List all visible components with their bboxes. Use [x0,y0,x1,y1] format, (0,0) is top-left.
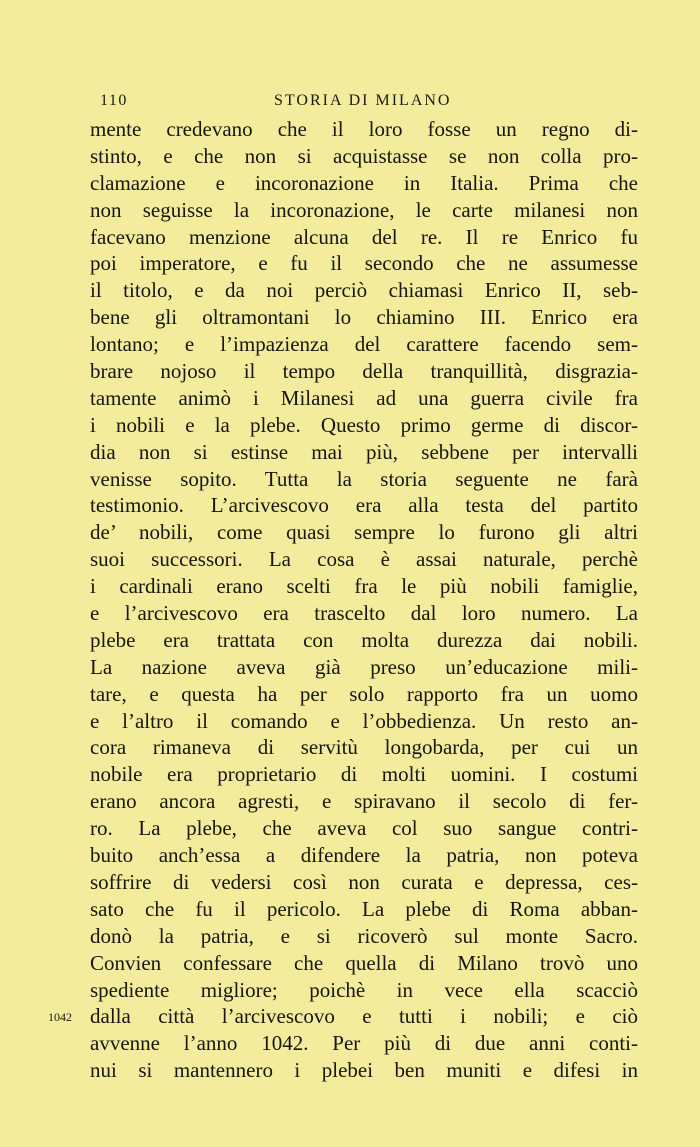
text-line: il titolo, e da noi perciò chiamasi Enrico II, seb- [90,278,638,303]
running-title: STORIA DI MILANO [274,92,452,109]
text-line: venisse sopito. Tutta la storia seguente ne farà [90,466,638,491]
text-line: dia non si estinse mai più, sebbene per intervalli [90,439,638,464]
text-line: mente credevano che il loro fosse un regno di- [90,117,638,141]
page-number: 110 [100,92,128,109]
text-line: donò la patria, e si ricoverò sul monte Sacro. [90,923,638,948]
text-line: Convien confessare che quella di Milano trovò uno [90,950,638,975]
body-text [90,116,638,1084]
text-line: brare nojoso il tempo della tranquillità, disgrazia- [90,359,638,384]
text-line: e l’arcivescovo era trascelto dal loro numero. La [90,601,638,626]
text-line: nobile era proprietario di molti uomini. I costumi [90,762,638,787]
text-line: nui si mantennero i plebei ben muniti e difesi in [90,1058,638,1083]
text-line: testimonio. L’arcivescovo era alla testa del partito [90,493,638,518]
text-line: clamazione e incoronazione in Italia. Prima che [90,170,638,195]
margin-year-note: 1042 [48,1010,72,1024]
text-line: La nazione aveva già preso un’educazione mili- [90,654,638,679]
text-line: de’ nobili, come quasi sempre lo furono gli altri [90,520,638,545]
text-line: plebe era trattata con molta durezza dai nobili. [90,627,638,652]
text-line: spediente migliore; poichè in vece ella scacciò [90,977,638,1002]
text-line: poi imperatore, e fu il secondo che ne assumesse [90,251,638,276]
text-line: suoi successori. La cosa è assai naturale, perchè [90,547,638,572]
text-line: dalla città l’arcivescovo e tutti i nobili; e ciò [90,1004,638,1029]
text-line: i nobili e la plebe. Questo primo germe di discor- [90,412,638,437]
text-line: non seguisse la incoronazione, le carte milanesi non [90,197,638,222]
running-head [100,92,632,114]
text-line: i cardinali erano scelti fra le più nobili famiglie, [90,574,638,599]
text-line: stinto, e che non si acquistasse se non colla pro- [90,143,638,168]
text-line: tare, e questa ha per solo rapporto fra un uomo [90,681,638,706]
text-line: tamente animò i Milanesi ad una guerra civile fra [90,385,638,410]
text-line: ro. La plebe, che aveva col suo sangue contri- [90,816,638,841]
text-line: cora rimaneva di servitù longobarda, per cui un [90,735,638,760]
text-line: soffrire di vedersi così non curata e depressa, ces- [90,869,638,894]
text-line: lontano; e l’impazienza del carattere facendo sem- [90,332,638,357]
text-line: buito anch’essa a difendere la patria, non poteva [90,843,638,868]
text-line: sato che fu il pericolo. La plebe di Roma abban- [90,896,638,921]
text-line: bene gli oltramontani lo chiamino III. Enrico era [90,305,638,330]
text-line: facevano menzione alcuna del re. Il re Enrico fu [90,224,638,249]
text-line: e l’altro il comando e l’obbedienza. Un resto an- [90,708,638,733]
text-line: avvenne l’anno 1042. Per più di due anni conti- [90,1031,638,1056]
text-line: erano ancora agresti, e spiravano il secolo di fer- [90,789,638,814]
